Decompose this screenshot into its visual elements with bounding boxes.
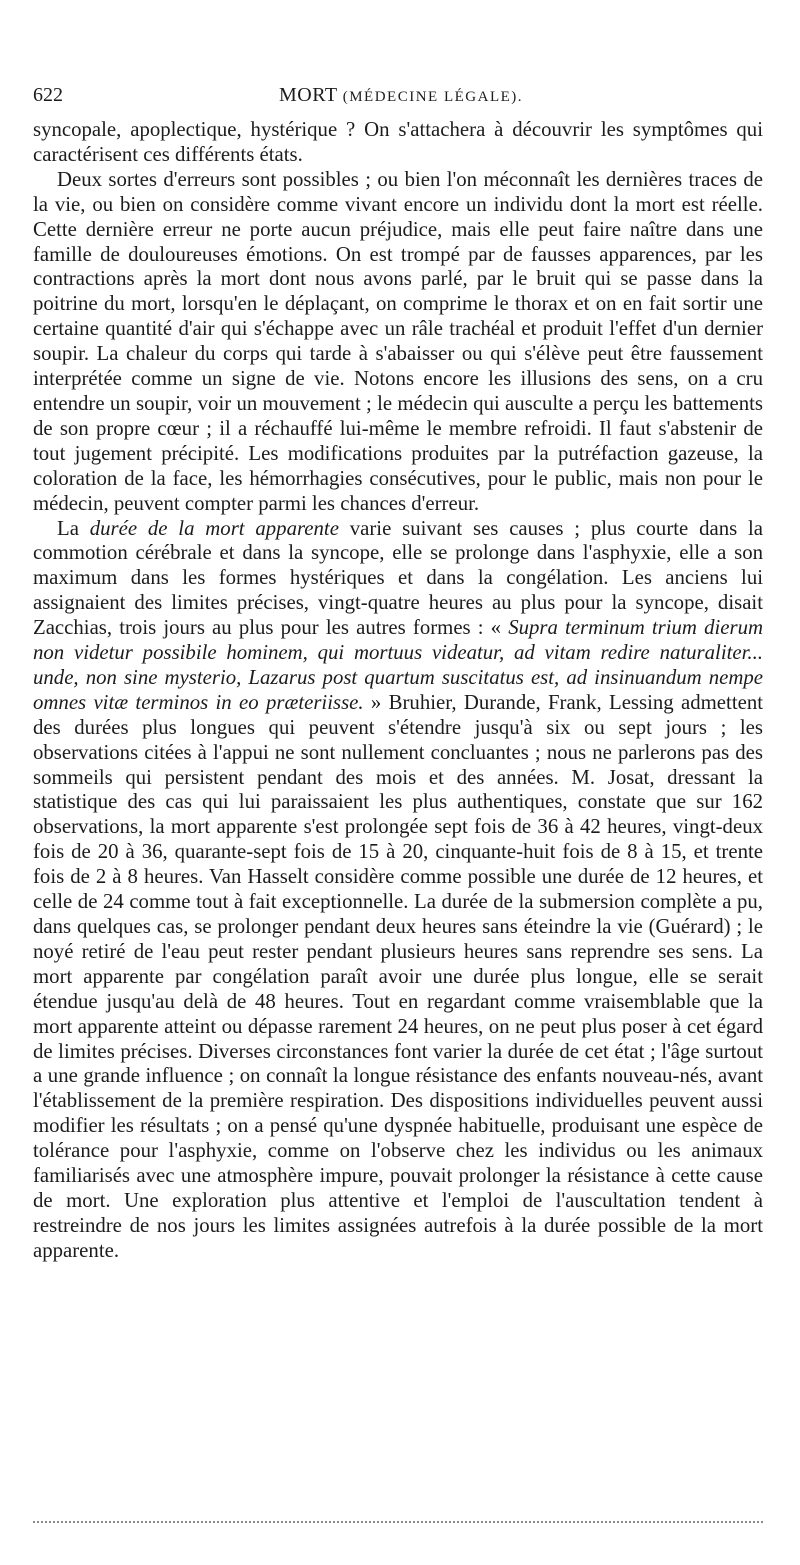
running-title-subtitle: (MÉDECINE LÉGALE).: [342, 89, 524, 105]
running-header: [33, 84, 769, 112]
running-title: [33, 84, 769, 107]
paragraph-duration-text-2: varie suivant ses causes ; plus courte dans la commotion cérébrale et dans la syncope, elle se prolonge dans l'asphyxie, elle a son maximum dans les formes hystériques et dans la congélation. Les anciens lui assignaient des limites précises, vingt-quatre heures au plus pour la syncope, disait Zacchias, trois jours au plus pour les autres formes : «: [33, 516, 763, 640]
paragraph-duration: [33, 517, 763, 1264]
paragraph-errors: Deux sortes d'erreurs sont possibles ; ou bien l'on méconnaît les dernières traces de la vie, ou bien on considère comme vivant encore un individu dont la mort est réelle. Cette dernière erreur ne porte aucun préjudice, mais elle peut faire naître dans une famille de douloureuses émotions. On est trompé par de fausses apparences, par les contractions après la mort dont nous avons parlé, par le bruit qui se passe dans la poitrine du mort, lorsqu'en le déplaçant, on comprime le thorax et on en fait sortir une certaine quantité d'air qui s'échappe avec un râle trachéal et produit l'effet d'un dernier soupir. La chaleur du corps qui tarde à s'abaisser ou qui s'élève peut être faussement interprétée comme un signe de vie. Notons encore les illusions des sens, on a cru entendre un soupir, voir un mouvement ; le médecin qui ausculte a perçu les battements de son propre cœur ; il a réchauffé lui-même le membre refroidi. Il faut s'abstenir de tout jugement précipité. Les modifications produites par la putréfaction gazeuse, la coloration de la face, les hémorrhagies consécutives, pour le public, mais non pour le médecin, peuvent compter parmi les chances d'erreur.: [33, 167, 763, 515]
paragraph-continuation: syncopale, apoplectique, hystérique ? On s'attachera à découvrir les symptômes qui caractérisent ces différents états.: [33, 118, 763, 166]
paragraph-duration-text-1: La: [57, 516, 90, 540]
running-title-main: MORT: [278, 84, 338, 106]
body-text: [33, 118, 763, 1264]
paragraph-duration-text-3: » Bruhier, Durande, Frank, Lessing admettent des durées plus longues qui peuvent s'étendre jusqu'à six ou sept jours ; les observations citées à l'appui ne sont nullement concluantes ; nous ne parlerons pas des sommeils qui persistent pendant des mois et des années. M. Josat, dressant la statistique des cas qui lui paraissaient les plus authentiques, constate que sur 162 observations, la mort apparente s'est prolongée sept fois de 36 à 42 heures, vingt-deux fois de 20 à 36, quarante-sept fois de 15 à 20, cinquante-huit fois de 8 à 15, et trente fois de 2 à 8 heures. Van Hasselt considère comme possible une durée de 12 heures, et celle de 24 comme tout à fait exceptionnelle. La durée de la submersion complète a pu, dans quelques cas, se prolonger pendant deux heures sans éteindre la vie (Guérard) ; le noyé retiré de l'eau peut rester pendant plusieurs heures sans reprendre ses sens. La mort apparente par congélation paraît avoir une durée plus longue, elle se serait étendue jusqu'au delà de 48 heures. Tout en regardant comme vraisemblable que la mort apparente atteint ou dépasse rarement 24 heures, on ne peut plus poser à cet égard de limites précises. Diverses circonstances font varier la durée de cet état ; l'âge surtout a une grande influence ; on connaît la longue résistance des enfants nouveau-nés, avant l'établissement de la première respiration. Des dispositions individuelles peuvent aussi modifier les résultats ; on a pensé qu'une dyspnée habituelle, produisant une espèce de tolérance pour l'asphyxie, comme on l'observe chez les individus ou les animaux familiarisés avec une atmosphère impure, pouvait prolonger la résistance à cette cause de mort. Une exploration plus attentive et l'emploi de l'auscultation tendent à restreindre de nos jours les limites assignées autrefois à la durée possible de la mort apparente.: [33, 690, 764, 1262]
footer-rule: [33, 1521, 763, 1523]
page-number: 622: [33, 84, 63, 106]
latin-quotation: Supra terminum trium dierum non videtur possibile hominem, qui mortuus videatur, ad vitam redire naturaliter... unde, non sine mysterio, Lazarus post quartum suscitatus est, ad insinuandum nempe omnes vitæ terminos in eo præteriisse.: [33, 616, 763, 714]
emphasis-duree: durée de la mort apparente: [89, 516, 339, 540]
